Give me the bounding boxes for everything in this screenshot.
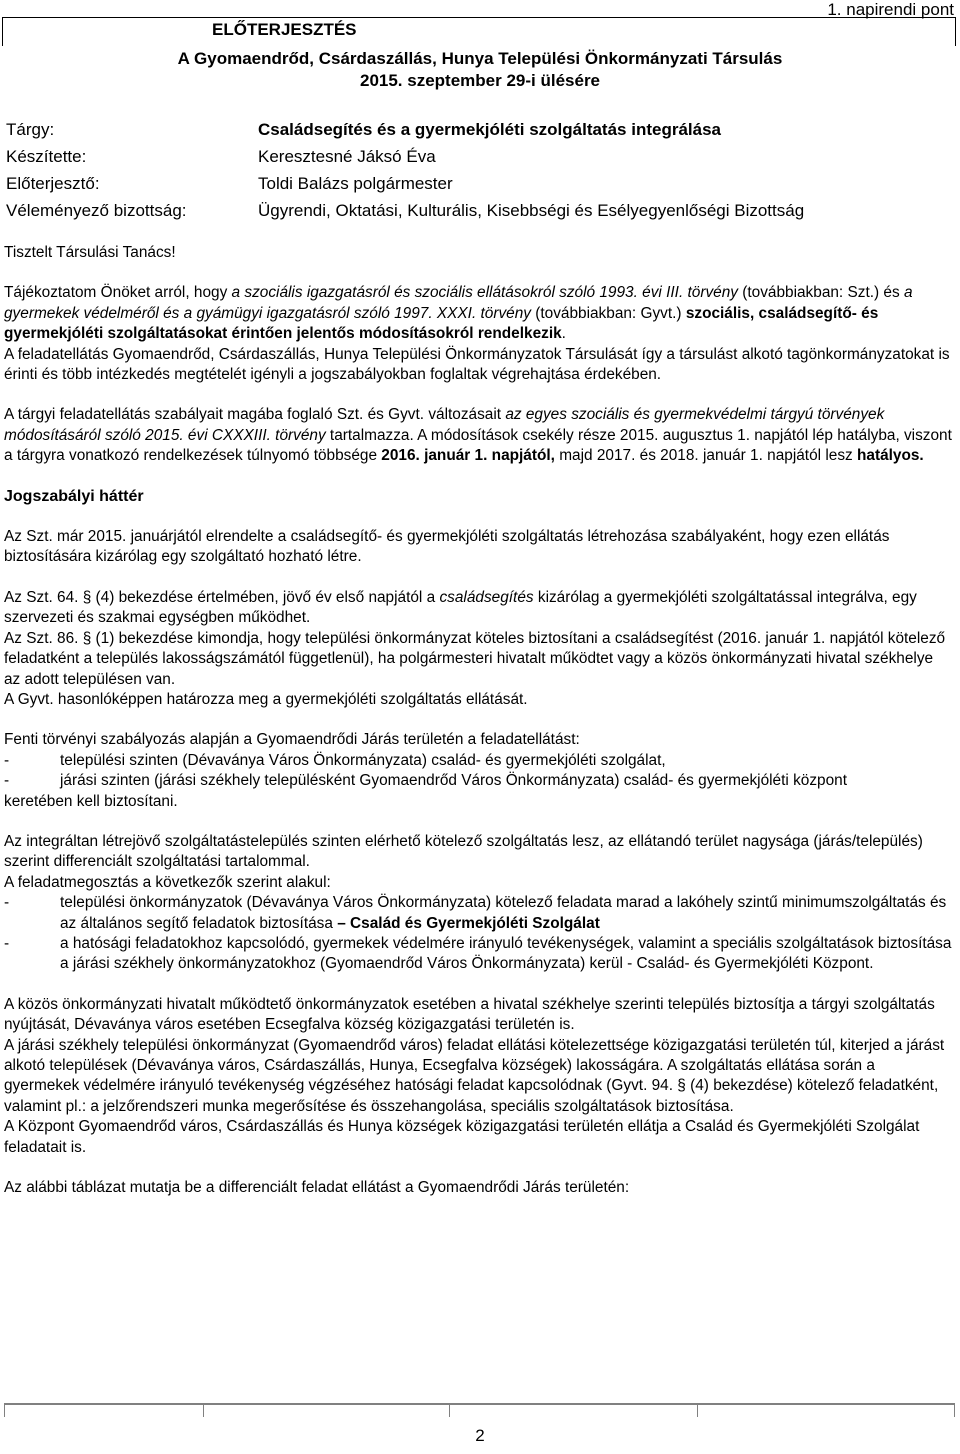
meta-value: Keresztesné Jáksó Éva — [258, 147, 436, 166]
table-column — [697, 1405, 955, 1417]
table-column — [203, 1405, 450, 1417]
list-bullet: - — [4, 751, 10, 769]
list-item — [4, 751, 952, 771]
list-item — [4, 934, 952, 975]
header-box — [2, 17, 956, 46]
paragraph: keretében kell biztosítani. — [4, 792, 178, 810]
paragraph: Tájékoztatom Önöket arról, hogy a szociális igazgatásról és szociális ellátásokról szóló 1993. évi III. törvény (továbbiakban: Szt.) és a gyermekek védelméről és a gyámügyi igazgatásról szóló 1997. XXXI. törvény (továbbiakban: Gyvt.) szociális, családsegítő- és gyermekjóléti szolgáltatásokat érintően jelentős módosításokról rendelkezik. — [4, 284, 913, 343]
list-item-text: települési szinten (Dévaványa Város Önkormányzata) család- és gyermekjóléti szolgálat, — [60, 751, 666, 769]
meta-value: Toldi Balázs polgármester — [258, 174, 453, 193]
meta-row-presenter — [6, 170, 946, 197]
paragraph: Fenti törvényi szabályozás alapján a Gyomaendrődi Járás területén a feladatellátást: — [4, 731, 580, 749]
paragraph: A feladatellátás Gyomaendrőd, Csárdaszállás, Hunya Települési Önkormányzatok Társulását így a társulást alkotó tagönkormányzatokat is érinti és több intézkedés megtételét igényli a jogszabályokban foglaltak végrehajtása érdekében. — [4, 345, 950, 384]
list-item — [4, 893, 952, 934]
page-number: 2 — [475, 1426, 485, 1445]
table-top-border — [4, 1403, 955, 1417]
document-meta — [6, 116, 946, 224]
table-column — [5, 1405, 204, 1417]
list-item — [4, 771, 952, 791]
list-bullet: - — [4, 934, 10, 952]
paragraph: Az alábbi táblázat mutatja be a differenciált feladat ellátást a Gyomaendrődi Járás területén: — [4, 1179, 630, 1197]
paragraph: Az Szt. már 2015. januárjától elrendelte a családsegítő- és gyermekjóléti szolgáltatás létrehozása szabályaként, hogy ezen ellátás biztosítására kizárólag egy szolgáltató hozható létre. — [4, 528, 890, 566]
paragraph: Az integráltan létrejövő szolgáltatástelepülés szinten elérhető kötelező szolgáltatás lesz, az ellátandó terület nagysága (járás/település) szerint differenciált szolgáltatási tartalommal. — [4, 832, 923, 871]
paragraph: Az Szt. 86. § (1) bekezdése kimondja, hogy települési önkormányzat köteles biztosítani a családsegítést (2016. január 1. napjától kötelező feladatként a település lakosságszámától függetlenül), ha polgármesteri hivatalt működtet vagy a közös önkormányzati hivatal székhelye az adott településen van. — [4, 629, 946, 688]
list-item-text: a hatósági feladatokhoz kapcsolódó, gyermekek védelmére irányuló tevékenységek, valamint a speciális szolgáltatások biztosítása a járási székhely önkormányzatokhoz (Gyomaendrőd Város Önkormányzata) kerül - Család- és Gyermekjóléti Központ. — [60, 934, 952, 973]
meta-label: Véleményező bizottság: — [6, 201, 187, 220]
list-bullet: - — [4, 894, 10, 912]
paragraph: A közös önkormányzati hivatalt működtető önkormányzatok esetében a hivatal székhelye szerinti település biztosítja a tárgyi szolgáltatás nyújtását, Dévaványa város esetében Ecsegfalva község közigazgatási területén is. — [4, 995, 935, 1034]
meta-value: Családsegítés és a gyermekjóléti szolgáltatás integrálása — [258, 120, 721, 139]
document-subtitle: A Gyomaendrőd, Csárdaszállás, Hunya Települési Önkormányzati Társulás — [177, 49, 783, 68]
paragraph: A feladatmegosztás a következők szerint alakul: — [4, 873, 331, 891]
paragraph: A Központ Gyomaendrőd város, Csárdaszállás és Hunya községek közigazgatási területén ellátja a Család és Gyermekjóléti Szolgálat feladatait is. — [4, 1118, 920, 1156]
meeting-date: 2015. szeptember 29-i ülésére — [359, 71, 601, 90]
list-bullet: - — [4, 772, 10, 790]
paragraph: A Gyvt. hasonlóképpen határozza meg a gyermekjóléti szolgáltatás ellátását. — [4, 690, 528, 708]
meta-row-committee — [6, 197, 946, 224]
paragraph: A tárgyi feladatellátás szabályait magába foglaló Szt. és Gyvt. változásait az egyes szociális és gyermekvédelmi tárgyú törvények módosításáról szóló 2015. évi CXXXIII. törvény tartalmazza. A módosítások csekély része 2015. augusztus 1. napjától lép hatályba, viszont a tárgyra vonatkozó rendelkezések túlnyomó többsége 2016. január 1. napjától, majd 2017. és 2018. január 1. napjától lesz hatályos. — [4, 406, 952, 465]
salutation: Tisztelt Társulási Tanács! — [4, 244, 176, 261]
meta-value: Ügyrendi, Oktatási, Kulturális, Kisebbségi és Esélyegyenlőségi Bizottság — [258, 201, 805, 220]
meta-label: Készítette: — [6, 147, 87, 166]
document-title: ELŐTERJESZTÉS — [212, 20, 357, 39]
meta-label: Előterjesztő: — [6, 174, 100, 193]
table-column — [449, 1405, 698, 1417]
paragraph: Az Szt. 64. § (4) bekezdése értelmében, jövő év első napjától a családsegítés kizárólag a gyermekjóléti szolgáltatással integrálva, egy szervezeti és szakmai egységben működhet. — [4, 588, 917, 627]
list-item-text: települési önkormányzatok (Dévaványa Város Önkormányzata) kötelező feladata marad a lakóhely szintű minimumszolgáltatás és az általános segítő feladatok biztosítása – Család és Gyermekjóléti Szolgálat — [60, 894, 947, 932]
paragraph: A járási székhely települési önkormányzat (Gyomaendrőd város) feladat ellátási kötelezettsége közigazgatási területén túl, kiterjed a járást alkotó települések (Dévaványa város, Csárdaszállás, Hunya, Ecsegfalva községek) lakosságára. A szolgáltatás ellátása során a gyermekek védelmére irányuló tevékenység végzéséhez hatósági feladat kapcsolódnak (Gyvt. 94. § (4) bekezdése) kötelező feladatként, valamint pl.: a jelzőrendszeri munka megerősítése és összehangolása, speciális szolgáltatások biztosítása. — [4, 1036, 945, 1115]
meta-row-subject — [6, 116, 946, 143]
meta-label: Tárgy: — [6, 120, 55, 139]
list-item-text: járási szinten (járási székhely településként Gyomaendrőd Város Önkormányzata) család- és gyermekjóléti központ — [60, 772, 847, 790]
document-body — [4, 243, 952, 1198]
meta-row-author — [6, 143, 946, 170]
agenda-item-label: 1. napirendi pont — [827, 0, 954, 19]
section-heading: Jogszabályi háttér — [4, 487, 144, 505]
